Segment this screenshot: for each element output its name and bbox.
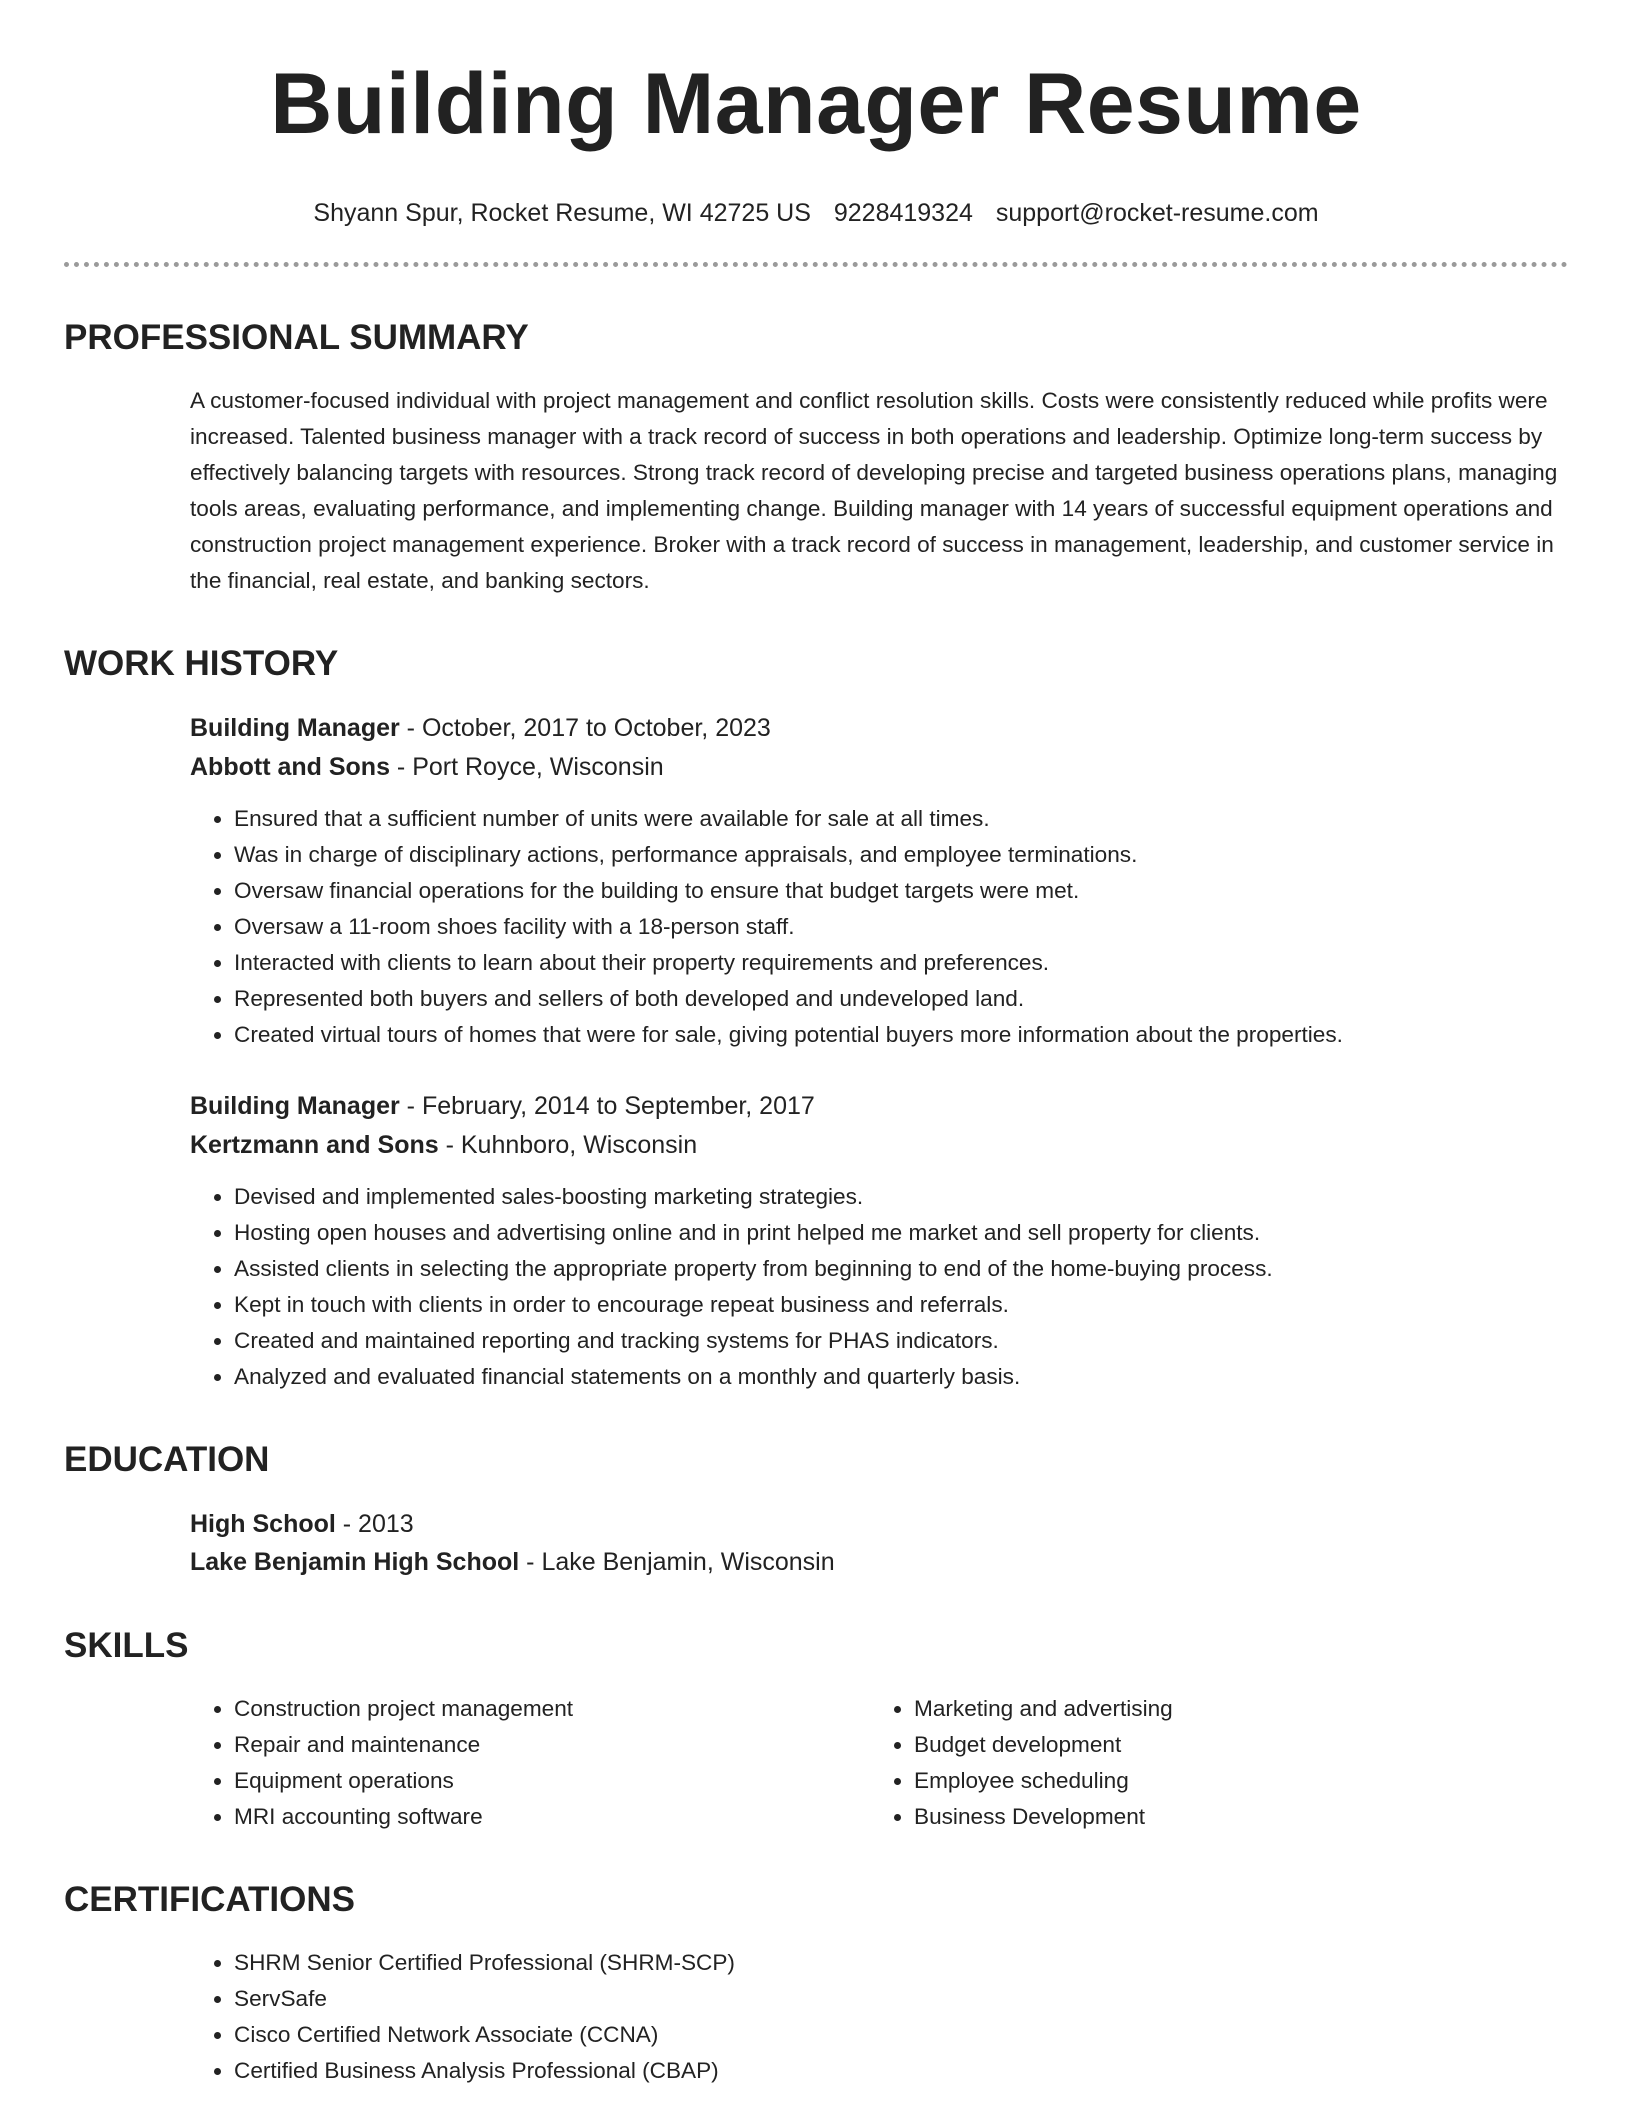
summary-text: A customer-focused individual with project management and conflict resolution skills. Costs were consistently reduced while profits were increased. Talented business manager with a track record of success in both operations and leadership. Optimize long-term success by effectively balancing targets with resources. Strong track record of developing precise and targeted business operations plans, managing tools areas, evaluating performance, and implementing change. Building manager with 14 years of successful equipment operations and construction project management experience. Broker with a track record of success in management, leadership, and customer service in the financial, real estate, and banking sectors.	[190, 388, 1558, 593]
education-year: - 2013	[335, 1510, 414, 1538]
education-school-line	[190, 1543, 1568, 1581]
job-entry	[190, 709, 1568, 1053]
summary-section	[64, 317, 1568, 599]
education-degree-line	[190, 1505, 1568, 1543]
education-degree: High School	[190, 1510, 336, 1538]
job-company-line	[190, 748, 1568, 787]
header-divider	[64, 262, 1568, 267]
job-bullet: • Devised and implemented sales-boosting marketing strategies.	[234, 1179, 1568, 1215]
job-dates: - February, 2014 to September, 2017	[399, 1092, 815, 1120]
job-bullet: • Created virtual tours of homes that were for sale, giving potential buyers more information about the properties.	[234, 1017, 1568, 1053]
job-entry	[190, 1087, 1568, 1395]
summary-heading: PROFESSIONAL SUMMARY	[64, 318, 529, 357]
certification-item: • Cisco Certified Network Associate (CCNA)	[234, 2017, 1568, 2053]
skills-section	[64, 1625, 1568, 1835]
job-bullet: • Was in charge of disciplinary actions, performance appraisals, and employee terminations.	[234, 837, 1568, 873]
certifications-section	[64, 1879, 1568, 2089]
job-location: - Port Royce, Wisconsin	[389, 753, 664, 781]
job-title: Building Manager	[190, 714, 400, 742]
job-bullet: • Assisted clients in selecting the appropriate property from beginning to end of the home-buying process.	[234, 1251, 1568, 1287]
certifications-heading: CERTIFICATIONS	[64, 1880, 356, 1919]
job-bullet: • Hosting open houses and advertising online and in print helped me market and sell property for clients.	[234, 1215, 1568, 1251]
skill-item: • Repair and maintenance	[234, 1727, 870, 1763]
contact-line	[64, 198, 1568, 228]
job-bullets	[190, 801, 1568, 1053]
education-location: - Lake Benjamin, Wisconsin	[519, 1548, 835, 1576]
skills-column-left	[190, 1691, 870, 1835]
education-section	[64, 1439, 1568, 1581]
work-history-section	[64, 643, 1568, 1395]
skills-column-right	[870, 1691, 1550, 1835]
job-bullet: • Ensured that a sufficient number of units were available for sale at all times.	[234, 801, 1568, 837]
certifications-list	[190, 1945, 1568, 2089]
work-history-heading: WORK HISTORY	[64, 644, 339, 683]
skill-item: • Construction project management	[234, 1691, 870, 1727]
skill-item: • Business Development	[914, 1799, 1550, 1835]
resume-title: Building Manager Resume	[270, 56, 1362, 152]
education-school: Lake Benjamin High School	[190, 1548, 520, 1576]
job-company-line	[190, 1126, 1568, 1165]
job-bullet: • Oversaw a 11-room shoes facility with a 18-person staff.	[234, 909, 1568, 945]
certification-item: • ServSafe	[234, 1981, 1568, 2017]
job-bullet: • Analyzed and evaluated financial statements on a monthly and quarterly basis.	[234, 1359, 1568, 1395]
job-company: Kertzmann and Sons	[190, 1131, 439, 1159]
skill-item: • Equipment operations	[234, 1763, 870, 1799]
contact-phone: 9228419324	[833, 199, 973, 227]
education-heading: EDUCATION	[64, 1440, 270, 1479]
certification-item: • SHRM Senior Certified Professional (SHRM-SCP)	[234, 1945, 1568, 1981]
job-location: - Kuhnboro, Wisconsin	[438, 1131, 698, 1159]
skill-item: • MRI accounting software	[234, 1799, 870, 1835]
skills-heading: SKILLS	[64, 1626, 189, 1665]
skill-item: • Employee scheduling	[914, 1763, 1550, 1799]
job-bullet: • Oversaw financial operations for the building to ensure that budget targets were met.	[234, 873, 1568, 909]
job-title-line	[190, 1087, 1568, 1126]
job-title-line	[190, 709, 1568, 748]
job-company: Abbott and Sons	[190, 753, 390, 781]
contact-email: support@rocket-resume.com	[995, 199, 1319, 227]
certification-item: • Certified Business Analysis Professional (CBAP)	[234, 2053, 1568, 2089]
skill-item: • Budget development	[914, 1727, 1550, 1763]
job-bullets	[190, 1179, 1568, 1395]
job-title: Building Manager	[190, 1092, 400, 1120]
job-bullet: • Created and maintained reporting and tracking systems for PHAS indicators.	[234, 1323, 1568, 1359]
job-dates: - October, 2017 to October, 2023	[399, 714, 771, 742]
job-bullet: • Represented both buyers and sellers of both developed and undeveloped land.	[234, 981, 1568, 1017]
skills-grid	[190, 1691, 1568, 1835]
skill-item: • Marketing and advertising	[914, 1691, 1550, 1727]
job-bullet: • Kept in touch with clients in order to encourage repeat business and referrals.	[234, 1287, 1568, 1323]
job-bullet: • Interacted with clients to learn about their property requirements and preferences.	[234, 945, 1568, 981]
contact-address: Shyann Spur, Rocket Resume, WI 42725 US	[313, 199, 811, 227]
